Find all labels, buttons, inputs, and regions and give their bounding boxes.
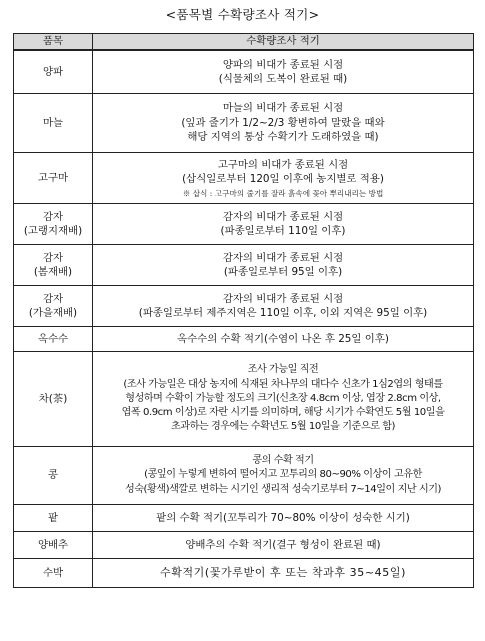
header-item: 품목	[14, 34, 93, 51]
timing-cell	[93, 327, 474, 352]
timing-line: (조사 가능일은 대상 농지에 식재된 차나무의 대다수 신초가 1심2엽의 형태를	[123, 378, 443, 390]
timing-cell	[93, 447, 474, 505]
table-row	[14, 532, 474, 559]
item-name: 마늘	[42, 116, 64, 129]
table-row	[14, 94, 474, 153]
timing-cell	[93, 50, 474, 94]
timing-cell	[93, 532, 474, 559]
item-cell	[14, 245, 93, 286]
item-name: 양파	[42, 65, 64, 78]
item-cell	[14, 94, 93, 153]
item-cell	[14, 352, 93, 447]
timing-cell	[93, 245, 474, 286]
table-row	[14, 352, 474, 447]
timing-line: (삽식일로부터 120일 이후에 농지별로 적용)	[182, 173, 384, 185]
timing-line: 초과하는 경우에는 수확년도 5월 10일을 기준으로 함)	[171, 421, 395, 433]
table-row	[14, 447, 474, 505]
item-cell	[14, 153, 93, 204]
table-row	[14, 327, 474, 352]
item-cell	[14, 505, 93, 532]
timing-line: 감자의 비대가 종료된 시점	[222, 292, 344, 305]
timing-line: 해당 지역의 통상 수확기가 도래하였을 때)	[187, 131, 379, 144]
item-name: 팥	[47, 511, 59, 524]
timing-line: (파종일로부터 110일 이후)	[220, 225, 346, 237]
timing-line: (식물체의 도복이 완료된 때)	[218, 73, 348, 85]
table-header-row	[14, 34, 474, 51]
item-subtype: (가을재배)	[28, 307, 78, 319]
item-name: 양배추	[37, 538, 69, 551]
table-row	[14, 505, 474, 532]
item-name: 고구마	[37, 171, 69, 184]
timing-line: 양배추의 수확 적기(결구 형성이 완료된 때)	[185, 538, 381, 551]
footnote: ※ 삽식 : 고구마의 줄기를 잘라 흙속에 꽂아 뿌리내리는 방법	[182, 188, 384, 198]
item-name: 수박	[42, 566, 64, 579]
timing-line: 수확적기(꽃가루받이 후 또는 착과후 35~45일)	[160, 565, 406, 579]
item-cell	[14, 327, 93, 352]
timing-line: (잎과 줄기가 1/2~2/3 황변하여 말랐을 때와	[181, 116, 385, 129]
timing-cell	[93, 505, 474, 532]
item-name: 감자	[42, 292, 64, 305]
timing-cell	[93, 153, 474, 204]
timing-line: 감자의 비대가 종료된 시점	[222, 210, 344, 223]
timing-line: 콩의 수확 적기	[252, 455, 314, 467]
timing-line: (콩잎이 누렇게 변하여 떨어지고 꼬투리의 80~90% 이상이 고유한	[144, 469, 422, 481]
item-name: 콩	[47, 469, 59, 482]
item-cell	[14, 559, 93, 588]
timing-line: 고구마의 비대가 종료된 시점	[217, 158, 349, 171]
timing-cell	[93, 286, 474, 327]
timing-cell	[93, 352, 474, 447]
timing-line: 옥수수의 수확 적기(수염이 나온 후 25일 이후)	[177, 332, 389, 345]
item-cell	[14, 447, 93, 505]
timing-line: 조사 가능일 직전	[247, 364, 319, 376]
timing-line: 마늘의 비대가 종료된 시점	[222, 102, 344, 115]
item-cell	[14, 50, 93, 94]
table-row	[14, 204, 474, 245]
timing-line: (파종일로부터 95일 이후)	[223, 266, 343, 278]
harvest-timing-table	[13, 33, 474, 588]
item-name: 차(茶)	[38, 392, 68, 405]
timing-line: 팥의 수확 적기(꼬투리가 70~80% 이상이 성숙한 시기)	[156, 511, 410, 524]
table-row	[14, 153, 474, 204]
page-title: <품목별 수확량조사 적기>	[165, 7, 320, 22]
table-row	[14, 50, 474, 94]
item-cell	[14, 204, 93, 245]
timing-cell	[93, 94, 474, 153]
table-row	[14, 245, 474, 286]
timing-line: 성숙(황색)색깔로 변하는 시기인 생리적 성숙기로부터 7~14일이 지난 시기)	[124, 483, 442, 495]
timing-line: 감자의 비대가 종료된 시점	[222, 251, 344, 264]
item-subtype: (봄재배)	[33, 266, 73, 278]
item-cell	[14, 286, 93, 327]
timing-cell	[93, 559, 474, 588]
timing-line: 형성하며 수확이 가능할 정도의 크기(신초장 4.8cm 이상, 엽장 2.8cm 이상,	[125, 392, 441, 404]
item-cell	[14, 532, 93, 559]
header-timing: 수확량조사 적기	[93, 34, 474, 51]
table-row	[14, 559, 474, 588]
timing-line: 엽폭 0.9cm 이상)로 자란 시기를 의미하며, 해당 시기가 수확연도 5월 10일을	[121, 407, 445, 419]
timing-line: 양파의 비대가 종료된 시점	[222, 58, 344, 71]
timing-line: (파종일로부터 제주지역은 110일 이후, 이외 지역은 95일 이후)	[138, 307, 428, 319]
item-name: 옥수수	[37, 332, 69, 345]
timing-cell	[93, 204, 474, 245]
table-row	[14, 286, 474, 327]
item-name: 감자	[42, 251, 64, 264]
item-subtype: (고랭지재배)	[23, 225, 83, 237]
item-name: 감자	[42, 210, 64, 223]
